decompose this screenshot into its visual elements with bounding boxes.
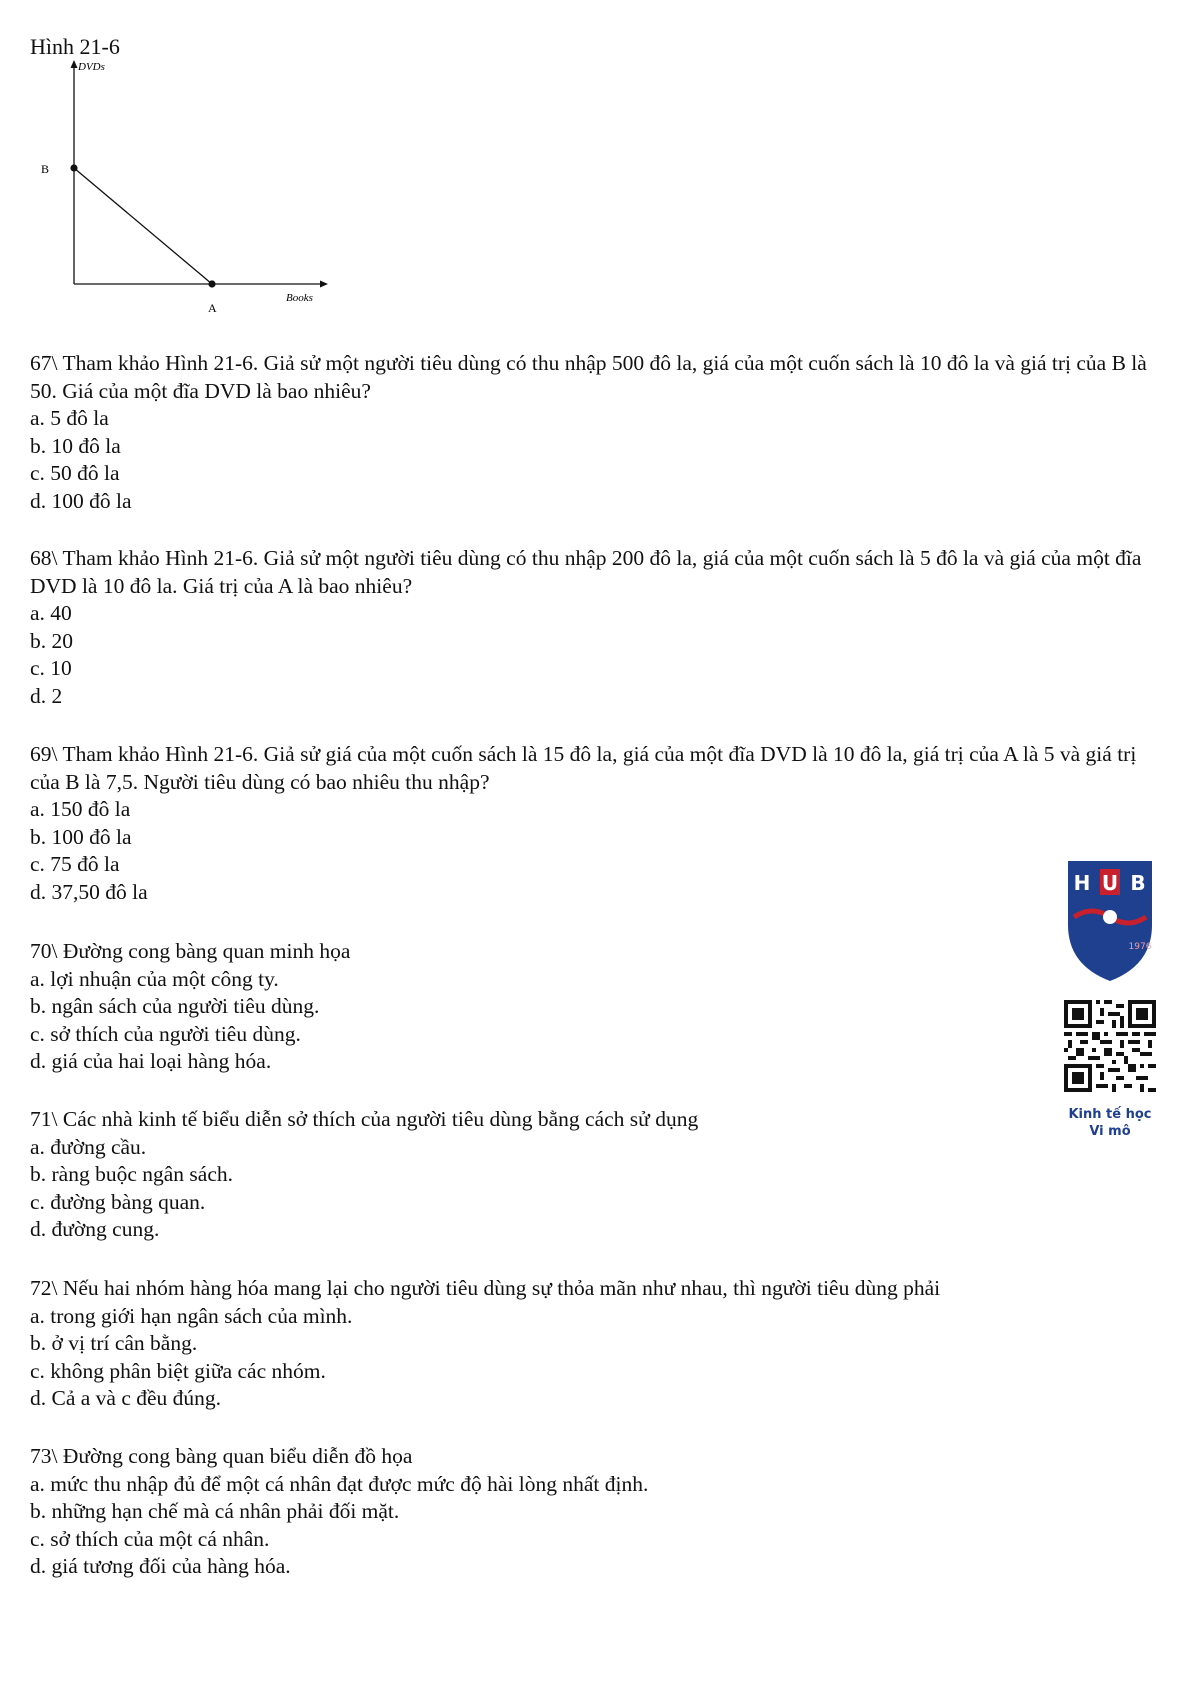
logo-emblem-icon <box>1103 910 1117 924</box>
logo-caption <box>1060 1106 1160 1140</box>
point-b-marker <box>70 164 77 171</box>
option-d: d. giá của hai loại hàng hóa. <box>30 1049 272 1073</box>
option-c: c. đường bàng quan. <box>30 1189 206 1214</box>
question-67 <box>30 350 1165 515</box>
logo-year: 1976 <box>1128 942 1152 952</box>
budget-constraint-figure <box>30 60 330 340</box>
logo-letter-b: B <box>1130 871 1146 895</box>
option-a: a. đường cầu. <box>30 1134 147 1159</box>
y-axis-label: DVDs <box>78 61 105 73</box>
qr-code-icon <box>1064 1000 1156 1092</box>
question-text: 67\ Tham khảo Hình 21-6. Giả sử một người tiêu dùng có thu nhập 500 đô la, giá của một cuốn sách là 10 đô la và giá trị của B là 50. Giá của một đĩa DVD là bao nhiêu? <box>30 351 1147 403</box>
option-d: d. 100 đô la <box>30 488 132 513</box>
question-68 <box>30 545 1165 710</box>
question-69 <box>30 741 1165 906</box>
option-b: b. ngân sách của người tiêu dùng. <box>30 994 320 1018</box>
option-c: c. sở thích của một cá nhân. <box>30 1526 270 1551</box>
option-b: b. 100 đô la <box>30 824 132 849</box>
option-a: a. mức thu nhập đủ để một cá nhân đạt được mức độ hài lòng nhất định. <box>30 1471 649 1496</box>
option-a: a. 5 đô la <box>30 406 109 430</box>
logo-letter-u: U <box>1101 871 1119 895</box>
option-d: d. giá tương đối của hàng hóa. <box>30 1554 291 1578</box>
question-70 <box>30 938 1165 1076</box>
point-a-label: A <box>208 301 217 315</box>
option-a: a. trong giới hạn ngân sách của mình. <box>30 1303 353 1328</box>
question-text: 73\ Đường cong bàng quan biểu diễn đồ họa <box>30 1444 413 1468</box>
question-text: 71\ Các nhà kinh tế biểu diễn sở thích của người tiêu dùng bằng cách sử dụng <box>30 1107 699 1131</box>
point-a-marker <box>208 280 215 287</box>
option-b: b. 20 <box>30 628 73 653</box>
option-d: d. 37,50 đô la <box>30 879 148 904</box>
option-d: d. 2 <box>30 683 63 708</box>
option-c: c. sở thích của người tiêu dùng. <box>30 1021 301 1046</box>
question-73 <box>30 1443 1165 1581</box>
option-b: b. những hạn chế mà cá nhân phải đối mặt. <box>30 1499 400 1523</box>
option-d: d. đường cung. <box>30 1217 160 1241</box>
question-text: 72\ Nếu hai nhóm hàng hóa mang lại cho người tiêu dùng sự thỏa mãn như nhau, thì người tiêu dùng phải <box>30 1276 941 1300</box>
question-71 <box>30 1106 1165 1244</box>
logo-letter-h: H <box>1073 871 1091 895</box>
option-a: a. lợi nhuận của một công ty. <box>30 966 279 991</box>
option-a: a. 150 đô la <box>30 797 131 821</box>
hub-logo <box>1062 855 1158 983</box>
logo-caption-line1: Kinh tế học <box>1068 1107 1152 1122</box>
question-72 <box>30 1275 1165 1413</box>
question-text: 69\ Tham khảo Hình 21-6. Giả sử giá của một cuốn sách là 15 đô la, giá của một đĩa DVD là 10 đô la, giá trị của A là 5 và giá trị của B là 7,5. Người tiêu dùng có bao nhiêu thu nhập? <box>30 742 1137 794</box>
question-text: 70\ Đường cong bàng quan minh họa <box>30 939 351 963</box>
option-c: c. 50 đô la <box>30 461 120 485</box>
budget-line <box>74 168 212 284</box>
option-b: b. ở vị trí cân bằng. <box>30 1331 198 1355</box>
option-c: c. 10 <box>30 656 72 680</box>
logo-caption-line2: Vi mô <box>1089 1124 1131 1139</box>
option-c: c. 75 đô la <box>30 852 120 876</box>
option-c: c. không phân biệt giữa các nhóm. <box>30 1358 326 1383</box>
y-axis-arrow <box>71 60 78 68</box>
point-b-label: B <box>41 162 50 176</box>
x-axis-arrow <box>320 281 328 288</box>
option-d: d. Cả a và c đều đúng. <box>30 1386 222 1410</box>
question-text: 68\ Tham khảo Hình 21-6. Giả sử một người tiêu dùng có thu nhập 200 đô la, giá của một cuốn sách là 5 đô la và giá của một đĩa DVD là 10 đô la. Giá trị của A là bao nhiêu? <box>30 546 1142 598</box>
x-axis-label: Books <box>286 292 313 304</box>
option-b: b. 10 đô la <box>30 433 121 458</box>
option-b: b. ràng buộc ngân sách. <box>30 1162 233 1186</box>
figure-title: Hình 21-6 <box>30 34 120 59</box>
option-a: a. 40 <box>30 601 72 625</box>
